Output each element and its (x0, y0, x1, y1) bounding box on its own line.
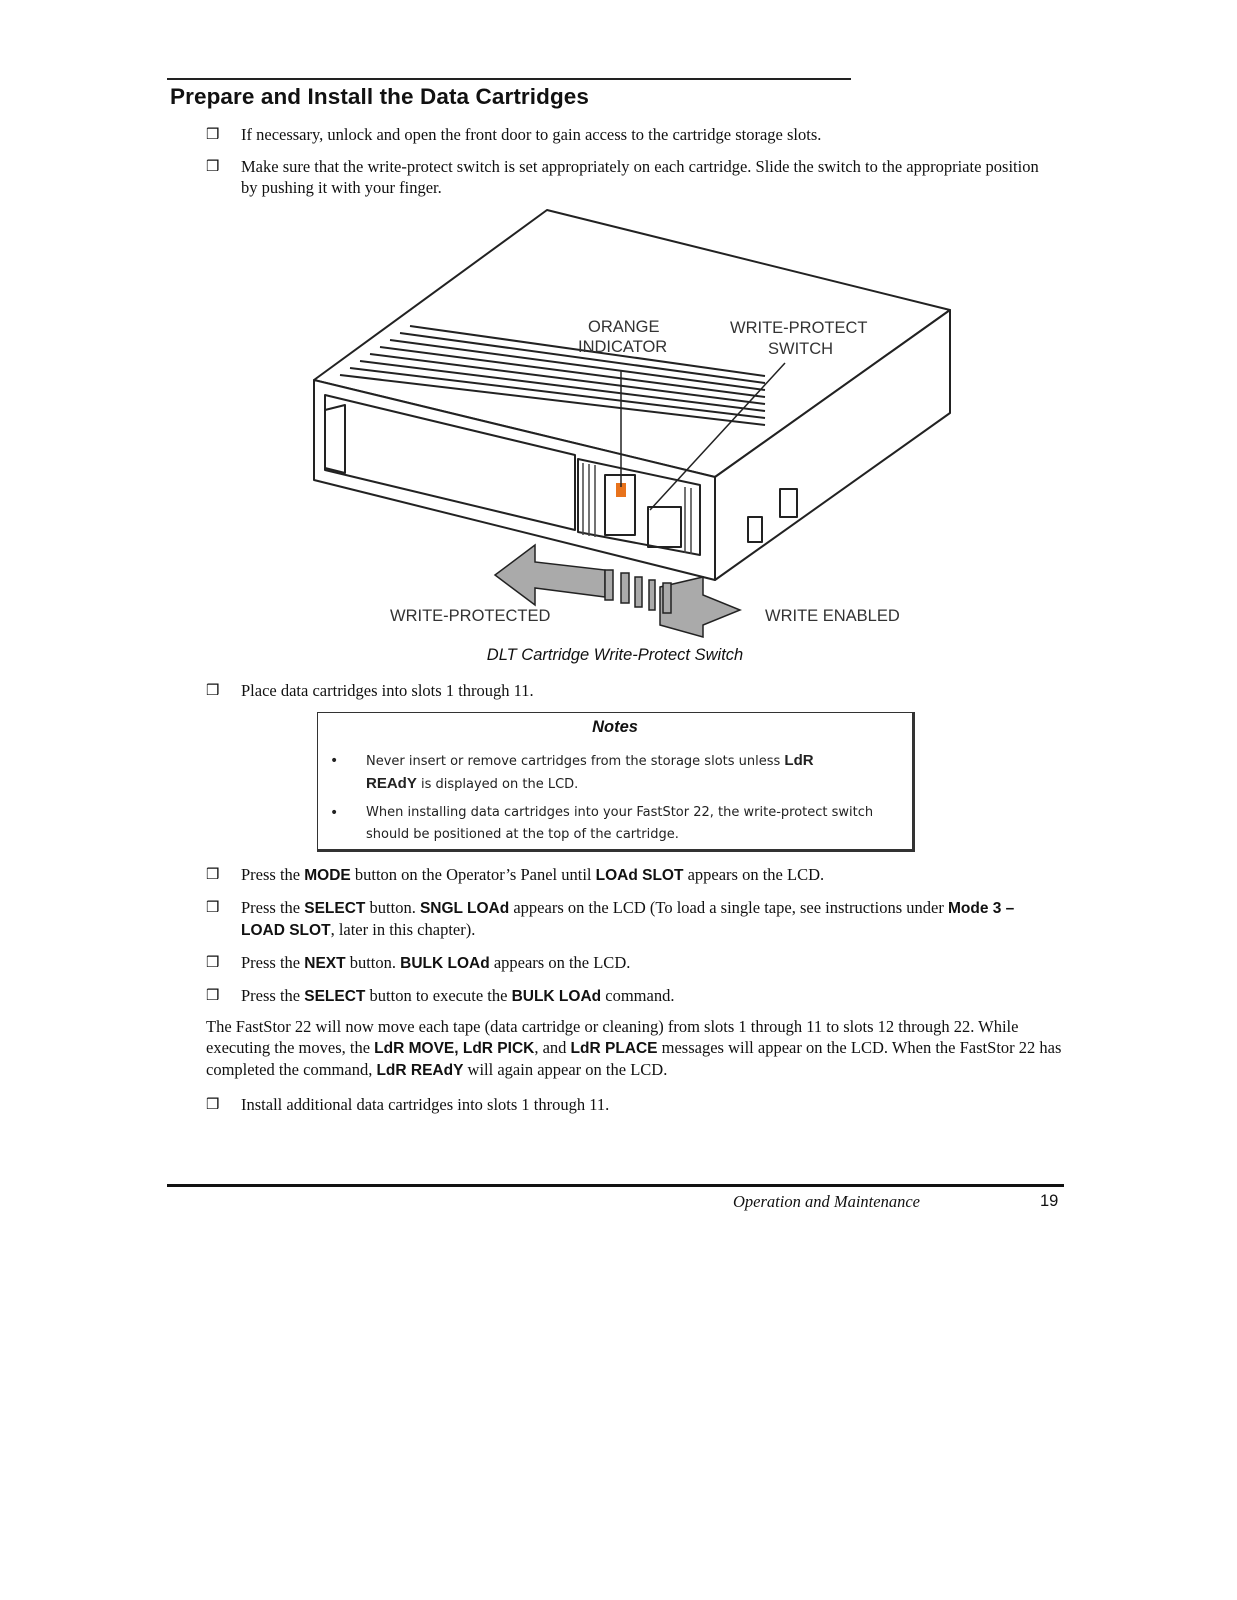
page-title: Prepare and Install the Data Cartridges (170, 84, 590, 109)
checkbox-icon: ❒ (206, 953, 220, 971)
button-name: MODE (304, 867, 351, 884)
lcd-message: SNGL LOAd (419, 900, 510, 917)
page-number: 19 (1040, 1192, 1059, 1210)
button-name: SELECT (304, 988, 366, 1005)
label-wp-line1: WRITE-PROTECT (730, 319, 868, 337)
figure-caption: DLT Cartridge Write-Protect Switch (486, 646, 744, 664)
cartridge-figure (305, 205, 965, 645)
mode-reference: Mode 3 – LOAD SLOT (241, 900, 1015, 939)
label-write-protected: WRITE-PROTECTED (390, 607, 551, 625)
step-text: Press the MODE button on the Operator’s Panel until LOAd SLOT appears on the LCD. (241, 865, 825, 884)
checkbox-icon: ❒ (206, 125, 220, 143)
checkbox-icon: ❒ (206, 898, 220, 916)
lcd-message: REAdY (366, 775, 417, 792)
label-orange-line2: INDICATOR (578, 338, 668, 356)
step-text: Place data cartridges into slots 1 through 11. (241, 681, 534, 700)
note-text: is displayed on the LCD. (416, 777, 579, 792)
lcd-message: BULK LOAd (511, 988, 602, 1005)
bullet-icon: • (330, 753, 339, 769)
top-rule (167, 78, 851, 80)
step-text: Press the SELECT button to execute the BULK LOAd command. (241, 986, 675, 1005)
step-text: Install additional data cartridges into slots 1 through 11. (241, 1095, 610, 1114)
checkbox-icon: ❒ (206, 986, 220, 1004)
body-paragraph: The FastStor 22 will now move each tape (data cartridge or cleaning) from slots 1 through 11 to slots 12 through 22. While executing the moves, the LdR MOVE, LdR PICK, and LdR PLACE messages will appear on the LCD. When the FastStor 22 has completed the command, LdR REAdY will again appear on the LCD. (206, 1017, 1062, 1079)
step-text: If necessary, unlock and open the front door to gain access to the cartridge storage slots. (241, 125, 822, 144)
lcd-message: LdR REAdY (376, 1062, 464, 1079)
lcd-message: LdR PLACE (570, 1040, 658, 1057)
footer-rule (167, 1184, 1064, 1187)
notes-box (317, 712, 915, 852)
lcd-message: LOAd SLOT (595, 867, 684, 884)
lcd-message: LdR MOVE, LdR PICK (374, 1040, 535, 1057)
button-name: NEXT (304, 955, 346, 972)
step-text: Press the SELECT button. SNGL LOAd appears on the LCD (To load a single tape, see instructions under Mode 3 – LOAD SLOT, later in this chapter). (241, 898, 1015, 939)
arrow-right (660, 577, 740, 637)
checkbox-icon: ❒ (206, 1095, 220, 1113)
label-write-enabled: WRITE ENABLED (765, 607, 900, 625)
button-name: SELECT (304, 900, 366, 917)
lcd-message: BULK LOAd (400, 955, 490, 972)
checkbox-icon: ❒ (206, 681, 220, 699)
checkbox-icon: ❒ (206, 157, 220, 175)
arrow-left (495, 545, 605, 605)
note-text: When installing data cartridges into your FastStor 22, the write-protect switch should be positioned at the top of the cartridge. (366, 805, 874, 842)
label-wp-line2: SWITCH (768, 340, 834, 358)
checkbox-icon: ❒ (206, 865, 220, 883)
bullet-icon: • (330, 805, 339, 821)
label-orange-line1: ORANGE (588, 318, 660, 336)
cartridge-drawing (305, 205, 965, 645)
step-text: Press the NEXT button. BULK LOAd appears on the LCD. (241, 953, 631, 972)
step-text: Make sure that the write-protect switch is set appropriately on each cartridge. Slide the switch to the appropriate position by pushing it with your finger. (241, 157, 1039, 197)
notes-title: Notes (592, 718, 638, 736)
lcd-message: LdR (784, 752, 814, 769)
footer-section: Operation and Maintenance (733, 1192, 920, 1211)
note-text: Never insert or remove cartridges from the storage slots unless (366, 754, 785, 769)
